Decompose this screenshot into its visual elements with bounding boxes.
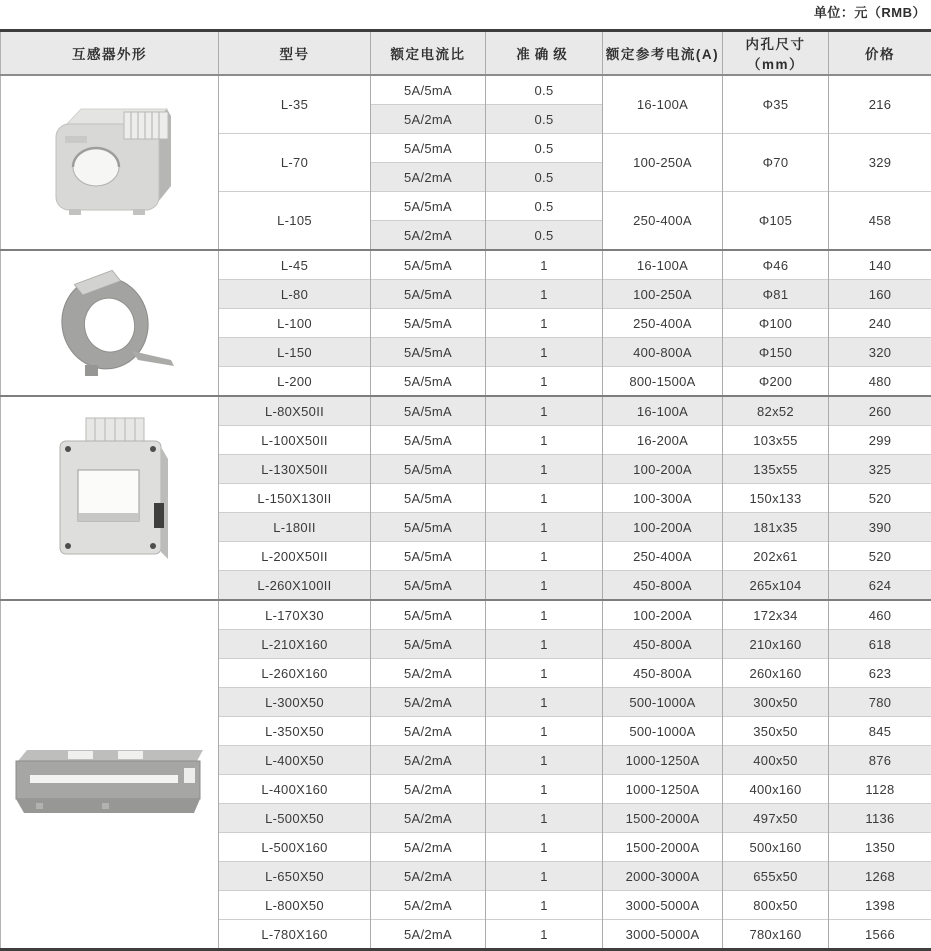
current-cell: 16-200A bbox=[603, 426, 723, 455]
accuracy-cell: 1 bbox=[486, 309, 603, 338]
ratio-cell: 5A/2mA bbox=[371, 163, 486, 192]
accuracy-cell: 1 bbox=[486, 484, 603, 513]
ratio-cell: 5A/2mA bbox=[371, 833, 486, 862]
current-cell: 3000-5000A bbox=[603, 891, 723, 920]
model-cell: L-260X100II bbox=[219, 571, 371, 601]
price-cell: 1350 bbox=[829, 833, 931, 862]
accuracy-cell: 1 bbox=[486, 426, 603, 455]
accuracy-cell: 0.5 bbox=[486, 221, 603, 251]
accuracy-cell: 1 bbox=[486, 920, 603, 950]
model-cell: L-35 bbox=[219, 75, 371, 134]
model-cell: L-210X160 bbox=[219, 630, 371, 659]
price-cell: 140 bbox=[829, 250, 931, 280]
hole-size-cell: Φ150 bbox=[723, 338, 829, 367]
square-ct-image bbox=[35, 407, 185, 589]
col-header-model: 型号 bbox=[219, 31, 371, 76]
price-cell: 1566 bbox=[829, 920, 931, 950]
price-cell: 876 bbox=[829, 746, 931, 775]
current-cell: 500-1000A bbox=[603, 717, 723, 746]
model-cell: L-45 bbox=[219, 250, 371, 280]
model-cell: L-80 bbox=[219, 280, 371, 309]
ring-ct-image-cell bbox=[1, 250, 219, 396]
model-cell: L-130X50II bbox=[219, 455, 371, 484]
price-cell: 520 bbox=[829, 484, 931, 513]
hole-size-cell: 210x160 bbox=[723, 630, 829, 659]
accuracy-cell: 1 bbox=[486, 542, 603, 571]
hole-size-cell: 655x50 bbox=[723, 862, 829, 891]
price-cell: 780 bbox=[829, 688, 931, 717]
table-row bbox=[1, 600, 931, 630]
price-cell: 216 bbox=[829, 75, 931, 134]
ring-ct-image bbox=[35, 257, 185, 389]
hole-size-cell: Φ105 bbox=[723, 192, 829, 251]
accuracy-cell: 1 bbox=[486, 338, 603, 367]
ratio-cell: 5A/5mA bbox=[371, 280, 486, 309]
model-cell: L-200X50II bbox=[219, 542, 371, 571]
table-row bbox=[1, 75, 931, 105]
accuracy-cell: 1 bbox=[486, 891, 603, 920]
col-header-current: 额定参考电流(A) bbox=[603, 31, 723, 76]
hole-size-cell: 135x55 bbox=[723, 455, 829, 484]
accuracy-cell: 1 bbox=[486, 367, 603, 397]
ratio-cell: 5A/5mA bbox=[371, 192, 486, 221]
accuracy-cell: 0.5 bbox=[486, 75, 603, 105]
accuracy-cell: 0.5 bbox=[486, 105, 603, 134]
current-cell: 450-800A bbox=[603, 630, 723, 659]
ratio-cell: 5A/2mA bbox=[371, 746, 486, 775]
current-cell: 100-250A bbox=[603, 134, 723, 192]
product-spec-table bbox=[0, 29, 931, 951]
current-cell: 2000-3000A bbox=[603, 862, 723, 891]
ratio-cell: 5A/5mA bbox=[371, 367, 486, 397]
busbar-ct-image bbox=[6, 719, 214, 831]
table-row bbox=[1, 396, 931, 426]
model-cell: L-170X30 bbox=[219, 600, 371, 630]
model-cell: L-180II bbox=[219, 513, 371, 542]
accuracy-cell: 0.5 bbox=[486, 163, 603, 192]
box-ct-image-cell bbox=[1, 75, 219, 250]
current-cell: 450-800A bbox=[603, 659, 723, 688]
current-cell: 250-400A bbox=[603, 192, 723, 251]
price-cell: 299 bbox=[829, 426, 931, 455]
accuracy-cell: 1 bbox=[486, 804, 603, 833]
header-row bbox=[1, 31, 931, 76]
price-cell: 480 bbox=[829, 367, 931, 397]
busbar-ct-image-cell bbox=[1, 600, 219, 950]
ratio-cell: 5A/2mA bbox=[371, 804, 486, 833]
hole-size-cell: Φ200 bbox=[723, 367, 829, 397]
ratio-cell: 5A/5mA bbox=[371, 338, 486, 367]
accuracy-cell: 1 bbox=[486, 717, 603, 746]
price-cell: 1398 bbox=[829, 891, 931, 920]
ratio-cell: 5A/5mA bbox=[371, 396, 486, 426]
current-cell: 1000-1250A bbox=[603, 775, 723, 804]
price-cell: 845 bbox=[829, 717, 931, 746]
price-cell: 520 bbox=[829, 542, 931, 571]
model-cell: L-100X50II bbox=[219, 426, 371, 455]
hole-size-cell: 350x50 bbox=[723, 717, 829, 746]
model-cell: L-150X130II bbox=[219, 484, 371, 513]
ratio-cell: 5A/5mA bbox=[371, 250, 486, 280]
current-cell: 100-200A bbox=[603, 455, 723, 484]
ratio-cell: 5A/5mA bbox=[371, 75, 486, 105]
accuracy-cell: 0.5 bbox=[486, 192, 603, 221]
price-cell: 390 bbox=[829, 513, 931, 542]
col-header-hole-size: 内孔尺寸（mm） bbox=[723, 31, 829, 76]
hole-size-cell: 150x133 bbox=[723, 484, 829, 513]
accuracy-cell: 1 bbox=[486, 571, 603, 601]
model-cell: L-150 bbox=[219, 338, 371, 367]
ratio-cell: 5A/2mA bbox=[371, 221, 486, 251]
hole-size-cell: Φ35 bbox=[723, 75, 829, 134]
price-cell: 460 bbox=[829, 600, 931, 630]
current-cell: 100-200A bbox=[603, 600, 723, 630]
model-cell: L-400X160 bbox=[219, 775, 371, 804]
accuracy-cell: 1 bbox=[486, 659, 603, 688]
current-cell: 450-800A bbox=[603, 571, 723, 601]
hole-size-cell: 300x50 bbox=[723, 688, 829, 717]
hole-size-cell: Φ81 bbox=[723, 280, 829, 309]
model-cell: L-300X50 bbox=[219, 688, 371, 717]
col-header-accuracy: 准确级 bbox=[486, 31, 603, 76]
ratio-cell: 5A/2mA bbox=[371, 659, 486, 688]
ratio-cell: 5A/5mA bbox=[371, 513, 486, 542]
col-header-ratio: 额定电流比 bbox=[371, 31, 486, 76]
hole-size-cell: Φ46 bbox=[723, 250, 829, 280]
current-cell: 1500-2000A bbox=[603, 804, 723, 833]
accuracy-cell: 1 bbox=[486, 280, 603, 309]
ratio-cell: 5A/2mA bbox=[371, 688, 486, 717]
current-cell: 250-400A bbox=[603, 542, 723, 571]
current-cell: 800-1500A bbox=[603, 367, 723, 397]
ratio-cell: 5A/2mA bbox=[371, 891, 486, 920]
current-cell: 400-800A bbox=[603, 338, 723, 367]
current-cell: 1000-1250A bbox=[603, 746, 723, 775]
model-cell: L-100 bbox=[219, 309, 371, 338]
current-cell: 100-200A bbox=[603, 513, 723, 542]
hole-size-cell: 400x160 bbox=[723, 775, 829, 804]
hole-size-cell: 500x160 bbox=[723, 833, 829, 862]
accuracy-cell: 1 bbox=[486, 513, 603, 542]
col-header-appearance: 互感器外形 bbox=[1, 31, 219, 76]
ratio-cell: 5A/5mA bbox=[371, 455, 486, 484]
accuracy-cell: 1 bbox=[486, 630, 603, 659]
ratio-cell: 5A/2mA bbox=[371, 717, 486, 746]
hole-size-cell: Φ70 bbox=[723, 134, 829, 192]
hole-size-cell: 82x52 bbox=[723, 396, 829, 426]
current-cell: 16-100A bbox=[603, 250, 723, 280]
ratio-cell: 5A/5mA bbox=[371, 134, 486, 163]
ratio-cell: 5A/2mA bbox=[371, 862, 486, 891]
model-cell: L-260X160 bbox=[219, 659, 371, 688]
hole-size-cell: 800x50 bbox=[723, 891, 829, 920]
hole-size-cell: 181x35 bbox=[723, 513, 829, 542]
model-cell: L-400X50 bbox=[219, 746, 371, 775]
accuracy-cell: 1 bbox=[486, 455, 603, 484]
square-ct-image-cell bbox=[1, 396, 219, 600]
model-cell: L-800X50 bbox=[219, 891, 371, 920]
ratio-cell: 5A/5mA bbox=[371, 542, 486, 571]
table-row bbox=[1, 250, 931, 280]
price-cell: 1268 bbox=[829, 862, 931, 891]
model-cell: L-105 bbox=[219, 192, 371, 251]
accuracy-cell: 1 bbox=[486, 600, 603, 630]
price-cell: 325 bbox=[829, 455, 931, 484]
accuracy-cell: 1 bbox=[486, 775, 603, 804]
hole-size-cell: 497x50 bbox=[723, 804, 829, 833]
ratio-cell: 5A/5mA bbox=[371, 309, 486, 338]
current-cell: 250-400A bbox=[603, 309, 723, 338]
model-cell: L-80X50II bbox=[219, 396, 371, 426]
ratio-cell: 5A/5mA bbox=[371, 571, 486, 601]
current-cell: 500-1000A bbox=[603, 688, 723, 717]
accuracy-cell: 1 bbox=[486, 250, 603, 280]
price-cell: 329 bbox=[829, 134, 931, 192]
accuracy-cell: 1 bbox=[486, 862, 603, 891]
model-cell: L-650X50 bbox=[219, 862, 371, 891]
price-cell: 260 bbox=[829, 396, 931, 426]
price-cell: 618 bbox=[829, 630, 931, 659]
ratio-cell: 5A/2mA bbox=[371, 920, 486, 950]
ratio-cell: 5A/5mA bbox=[371, 426, 486, 455]
model-cell: L-500X50 bbox=[219, 804, 371, 833]
price-cell: 1128 bbox=[829, 775, 931, 804]
price-cell: 240 bbox=[829, 309, 931, 338]
ratio-cell: 5A/2mA bbox=[371, 775, 486, 804]
hole-size-cell: 780x160 bbox=[723, 920, 829, 950]
box-ct-image bbox=[35, 88, 185, 238]
hole-size-cell: 172x34 bbox=[723, 600, 829, 630]
accuracy-cell: 0.5 bbox=[486, 134, 603, 163]
hole-size-cell: Φ100 bbox=[723, 309, 829, 338]
ratio-cell: 5A/5mA bbox=[371, 484, 486, 513]
hole-size-cell: 260x160 bbox=[723, 659, 829, 688]
model-cell: L-500X160 bbox=[219, 833, 371, 862]
current-cell: 16-100A bbox=[603, 75, 723, 134]
model-cell: L-70 bbox=[219, 134, 371, 192]
model-cell: L-200 bbox=[219, 367, 371, 397]
price-cell: 160 bbox=[829, 280, 931, 309]
current-cell: 1500-2000A bbox=[603, 833, 723, 862]
price-cell: 320 bbox=[829, 338, 931, 367]
ratio-cell: 5A/5mA bbox=[371, 630, 486, 659]
ratio-cell: 5A/2mA bbox=[371, 105, 486, 134]
hole-size-cell: 202x61 bbox=[723, 542, 829, 571]
model-cell: L-350X50 bbox=[219, 717, 371, 746]
hole-size-cell: 265x104 bbox=[723, 571, 829, 601]
accuracy-cell: 1 bbox=[486, 688, 603, 717]
accuracy-cell: 1 bbox=[486, 833, 603, 862]
model-cell: L-780X160 bbox=[219, 920, 371, 950]
current-cell: 16-100A bbox=[603, 396, 723, 426]
current-cell: 100-300A bbox=[603, 484, 723, 513]
price-cell: 1136 bbox=[829, 804, 931, 833]
price-cell: 624 bbox=[829, 571, 931, 601]
ratio-cell: 5A/5mA bbox=[371, 600, 486, 630]
col-header-price: 价格 bbox=[829, 31, 931, 76]
current-cell: 100-250A bbox=[603, 280, 723, 309]
accuracy-cell: 1 bbox=[486, 746, 603, 775]
current-cell: 3000-5000A bbox=[603, 920, 723, 950]
price-cell: 458 bbox=[829, 192, 931, 251]
price-cell: 623 bbox=[829, 659, 931, 688]
accuracy-cell: 1 bbox=[486, 396, 603, 426]
hole-size-cell: 400x50 bbox=[723, 746, 829, 775]
hole-size-cell: 103x55 bbox=[723, 426, 829, 455]
unit-label: 单位：元（RMB） bbox=[0, 0, 931, 29]
